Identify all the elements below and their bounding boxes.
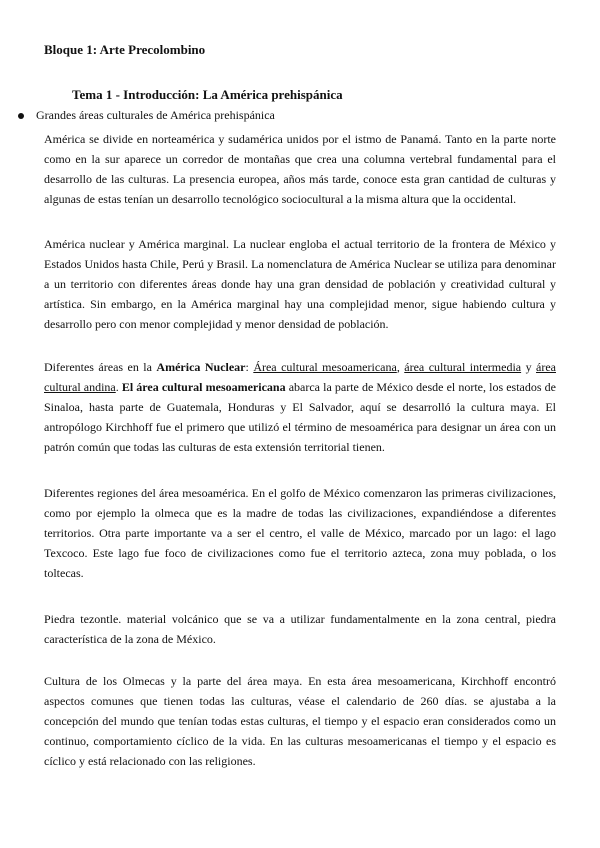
p3-bold-america-nuclear: América Nuclear xyxy=(156,360,246,374)
p3-bold-mesoamericana: El área cultural mesoamericana xyxy=(121,380,286,394)
p3-rest: abarca la parte de México desde el norte, los estados de Sinaloa, hasta parte de Guatemala, Honduras y El Salvador, aquí se desarrolló la cultura maya. El antropólogo Kirchhoff fue el primero que utilizó el término de mesoamérica para designar un área con un patrón común que todas las culturas de esta extensión territorial tienen. xyxy=(44,380,556,454)
bullet-icon xyxy=(18,113,24,119)
link-area-andina[interactable]: área cultural andina xyxy=(44,360,556,394)
block-title: Bloque 1: Arte Precolombino xyxy=(44,42,206,57)
p3-y: y xyxy=(521,360,537,374)
p3-comma: , xyxy=(396,360,405,374)
topic-title: Tema 1 - Introducción: La América prehispánica xyxy=(72,87,343,102)
bullet-text: Grandes áreas culturales de América prehispánica xyxy=(36,108,275,122)
bullet-item xyxy=(18,108,275,123)
link-area-mesoamericana[interactable]: Área cultural mesoamericana xyxy=(253,360,397,374)
paragraph-1: América se divide en norteamérica y sudamérica unidos por el istmo de Panamá. Tanto en la parte norte como en la sur aparece un corredor de montañas que crea una columna vertebral fundamental para el desarrollo de las culturas. La presencia europea, años más tarde, conoce esta gran cantidad de culturas y algunas de estas tenían un desarrollo tecnológico sociocultural a la misma altura que la occidental. xyxy=(44,132,556,206)
link-area-intermedia[interactable]: área cultural intermedia xyxy=(404,360,522,374)
p3-period: . xyxy=(115,380,122,394)
p3-intro: Diferentes áreas en la xyxy=(44,360,157,374)
paragraph-3 xyxy=(44,357,556,457)
paragraph-2: América nuclear y América marginal. La nuclear engloba el actual territorio de la frontera de México y Estados Unidos hasta Chile, Perú y Brasil. La nomenclatura de América Nuclear se utiliza para denominar a un territorio con diferentes áreas donde hay una gran densidad de población y creatividad cultural y artística. Sin embargo, en la América marginal hay una complejidad menor, sigue habiendo cultura y desarrollo pero con menor complejidad y menor densidad de población. xyxy=(44,237,556,331)
p3-colon: : xyxy=(245,360,254,374)
paragraph-5: Piedra tezontle. material volcánico que se va a utilizar fundamentalmente en la zona central, piedra característica de la zona de México. xyxy=(44,612,556,646)
paragraph-6: Cultura de los Olmecas y la parte del área maya. En esta área mesoamericana, Kirchhoff encontró aspectos comunes que tienen todas las culturas, véase el calendario de 260 días. se ajustaba a la concepción del mundo que tenían todas estas culturas, el tiempo y el espacio eran considerados como un continuo, comportamiento cíclico de la vida. En las culturas mesoamericanas el tiempo y el espacio es cíclico y está relacionado con las religiones. xyxy=(44,674,556,768)
paragraph-4: Diferentes regiones del área mesoamérica. En el golfo de México comenzaron las primeras civilizaciones, como por ejemplo la olmeca que es la madre de todas las civilizaciones, expandiéndose a diferentes territorios. Otra parte importante va a ser el centro, el valle de México, marcado por un lago: el lago Texcoco. Este lago fue foco de civilizaciones como fue el territorio azteca, zona muy poblada, o los toltecas. xyxy=(44,486,556,580)
